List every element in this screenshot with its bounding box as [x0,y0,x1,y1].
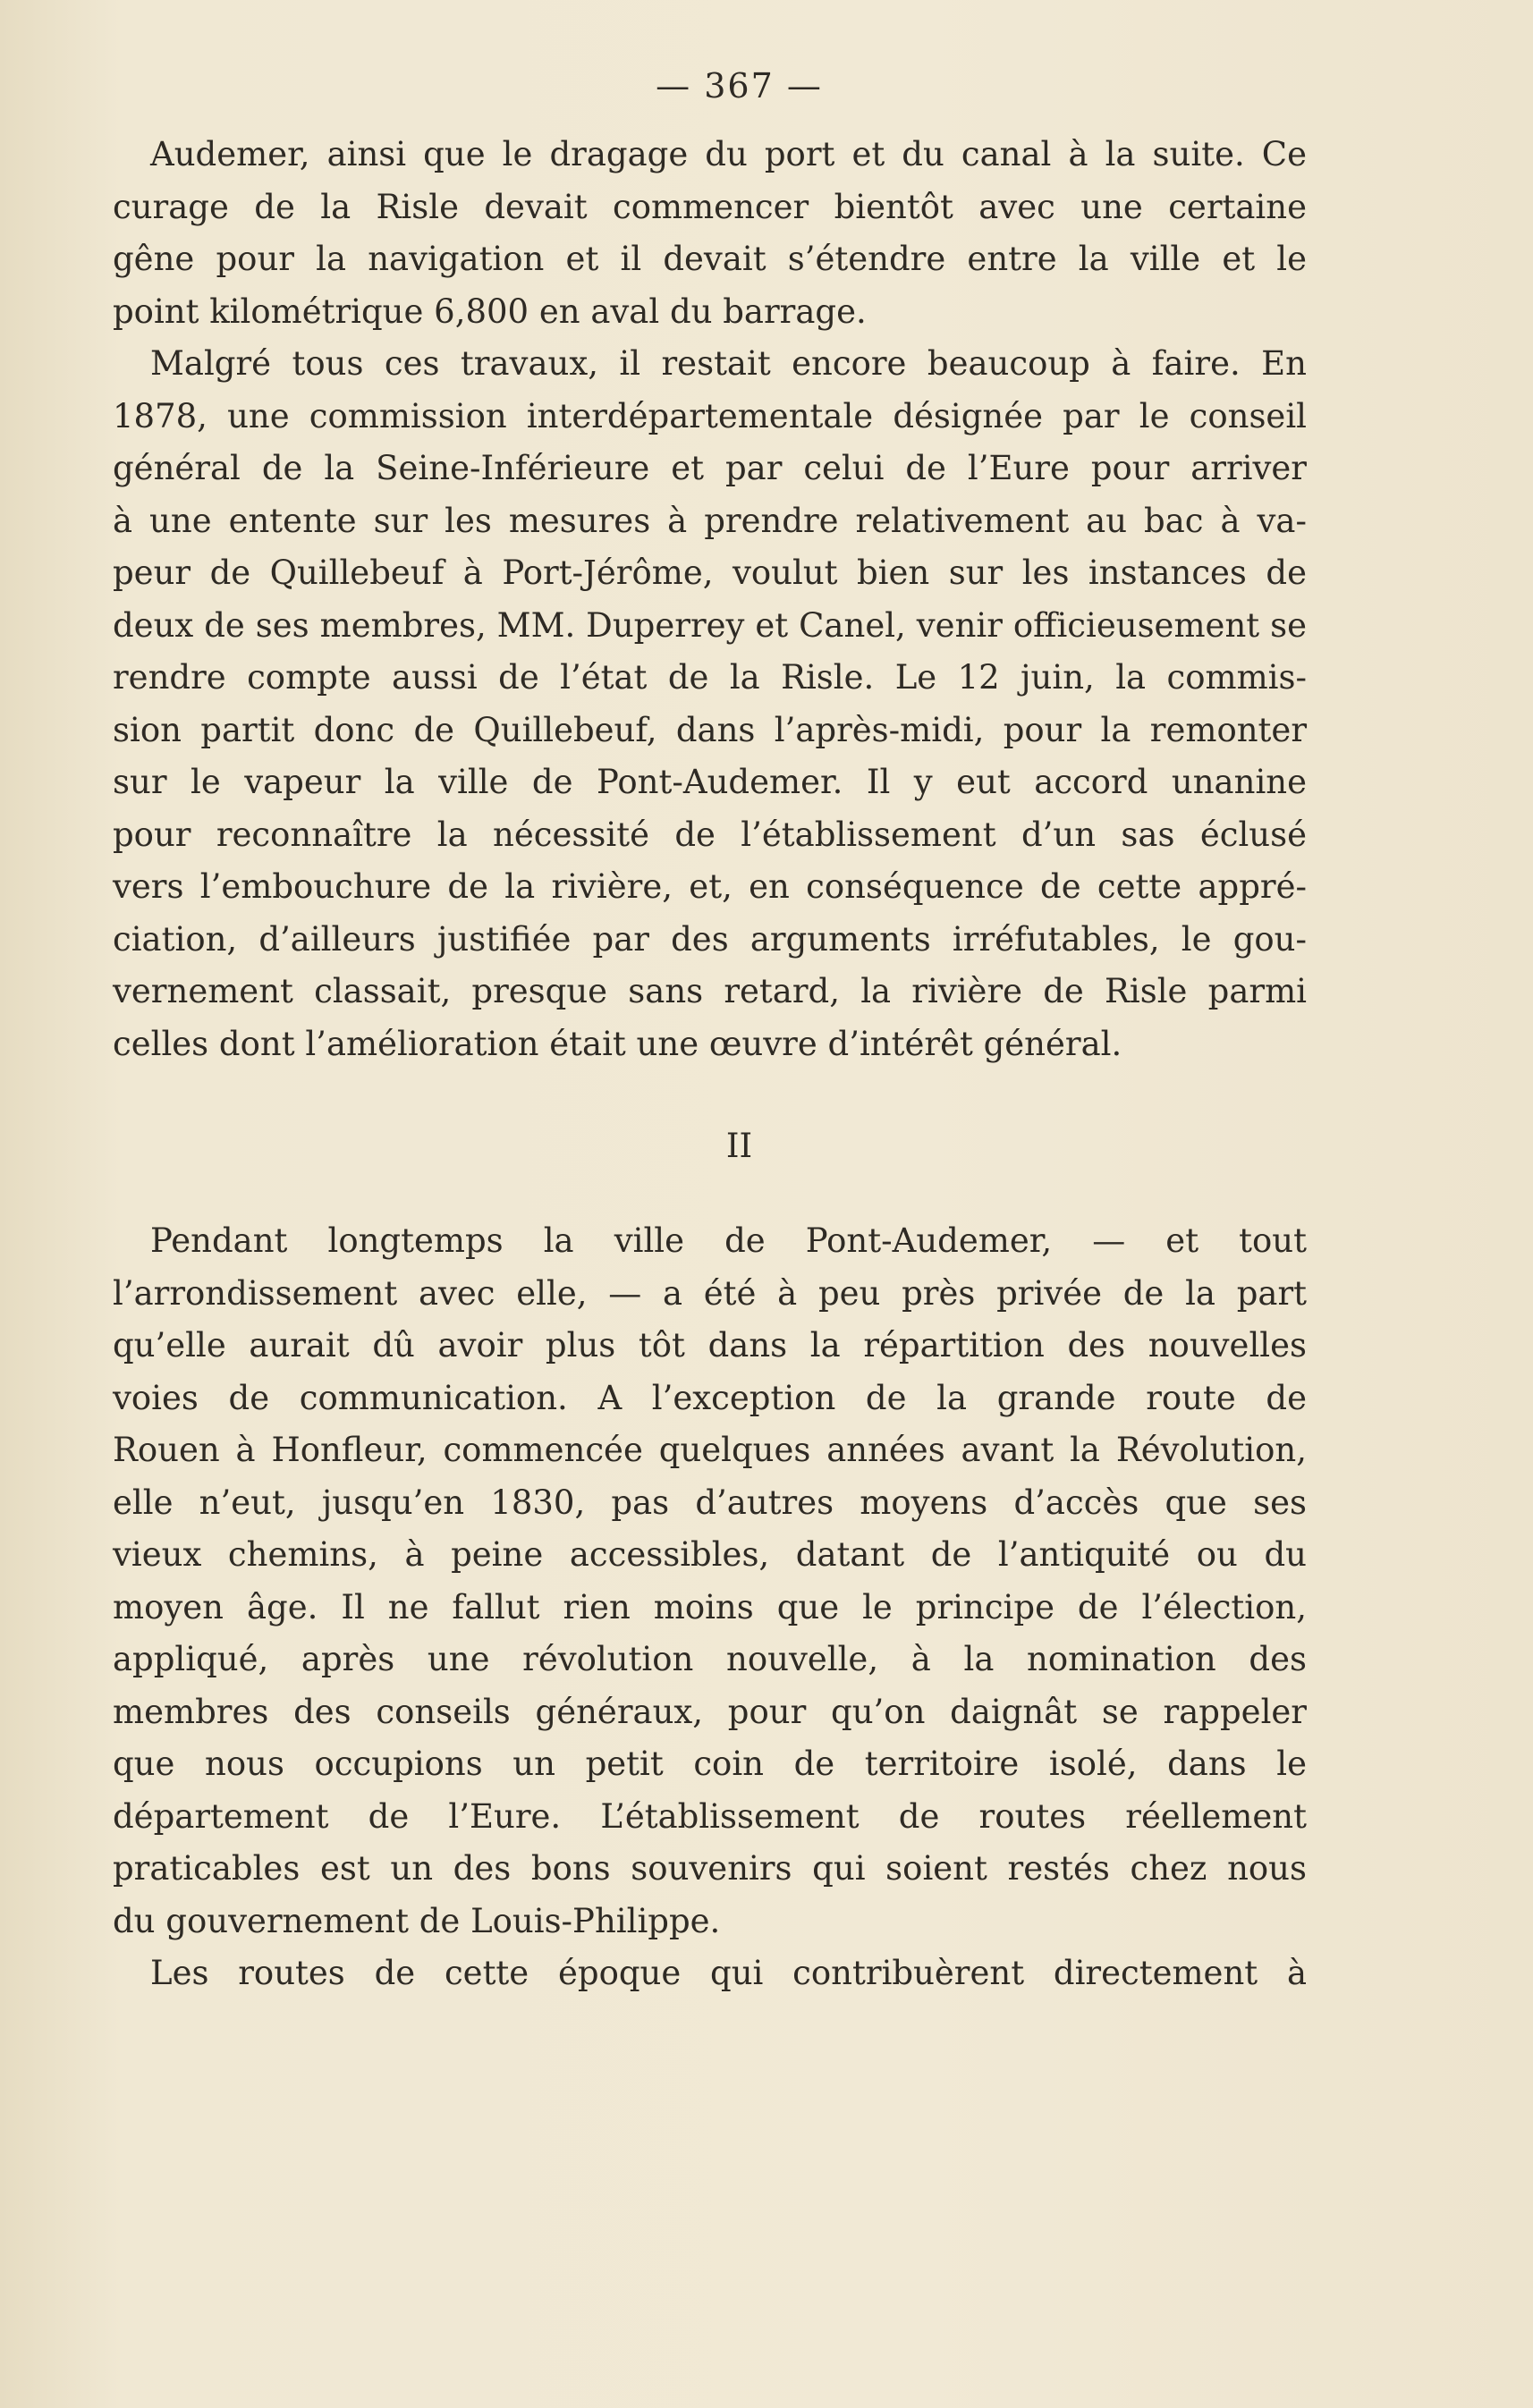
text-line: moyen âge. Il ne fallut rien moins que le principe de l’élection, [113,1587,1307,1626]
text-line: peur de Quillebeuf à Port-Jérôme, voulut bien sur les instances de [113,553,1307,592]
text-line: Malgré tous ces travaux, il restait encore beaucoup à faire. En [150,344,1307,383]
text-line: praticables est un des bons souvenirs qui soient restés chez nous [113,1849,1307,1888]
text-line: celles dont l’amélioration était une œuvre d’intérêt général. [113,1024,1122,1063]
text-line: que nous occupions un petit coin de territoire isolé, dans le [113,1745,1307,1783]
section-heading: II [725,1127,753,1165]
text-line: Les routes de cette époque qui contribuèrent directement à [150,1954,1307,1992]
body-text [113,129,1307,1070]
text-line: point kilométrique 6,800 en aval du barrage. [113,291,867,331]
text-line: gêne pour la navigation et il devait s’étendre entre la ville et le [113,240,1307,278]
page [113,63,1307,2000]
text-line: Audemer, ainsi que le dragage du port et du canal à la suite. Ce [150,135,1307,173]
text-line: Pendant longtemps la ville de Pont-Audemer, — et tout [150,1221,1307,1260]
paragraph [113,1215,1307,1948]
paragraph [113,1948,1307,2000]
text-line: Rouen à Honfleur, commencée quelques années avant la Révolution, [113,1431,1307,1469]
text-line: vieux chemins, à peine accessibles, datant de l’antiquité ou du [113,1535,1307,1574]
text-line: pour reconnaître la nécessité de l’établissement d’un sas éclusé [113,815,1307,854]
text-line: sion partit donc de Quillebeuf, dans l’après-midi, pour la remonter [113,710,1307,749]
text-line: sur le vapeur la ville de Pont-Audemer. Il y eut accord unanine [113,763,1307,801]
text-line: elle n’eut, jusqu’en 1830, pas d’autres moyens d’accès que ses [113,1483,1307,1522]
text-line: voies de communication. A l’exception de la grande route de [113,1378,1307,1417]
text-line: l’arrondissement avec elle, — a été à peu près privée de la part [113,1273,1307,1313]
paragraph [113,338,1307,1070]
text-line: qu’elle aurait dû avoir plus tôt dans la répartition des nouvelles [113,1326,1307,1365]
text-line: ciation, d’ailleurs justifiée par des arguments irréfutables, le gou- [113,919,1307,959]
text-line: membres des conseils généraux, pour qu’on daignât se rappeler [113,1692,1307,1731]
text-line: du gouvernement de Louis-Philippe. [113,1901,721,1940]
text-line: curage de la Risle devait commencer bientôt avec une certaine [113,187,1307,226]
text-line: 1878, une commission interdépartementale désignée par le conseil [113,396,1307,435]
text-line: rendre compte aussi de l’état de la Risle. Le 12 juin, la commis- [113,658,1307,697]
text-line: à une entente sur les mesures à prendre relativement au bac à va- [113,501,1307,540]
text-line: vers l’embouchure de la rivière, et, en conséquence de cette appré- [113,867,1307,906]
text-line: deux de ses membres, MM. Duperrey et Canel, venir officieusement se [113,605,1307,645]
paragraph [113,129,1307,338]
text-line: vernement classait, presque sans retard, la rivière de Risle parmi [113,972,1307,1010]
page-number: — 367 — [656,66,823,106]
section-text [113,1215,1307,2000]
text-line: département de l’Eure. L’établissement de routes réellement [113,1796,1307,1836]
text-line: général de la Seine-Inférieure et par celui de l’Eure pour arriver [113,449,1307,487]
text-line: appliqué, après une révolution nouvelle, à la nomination des [113,1640,1307,1678]
